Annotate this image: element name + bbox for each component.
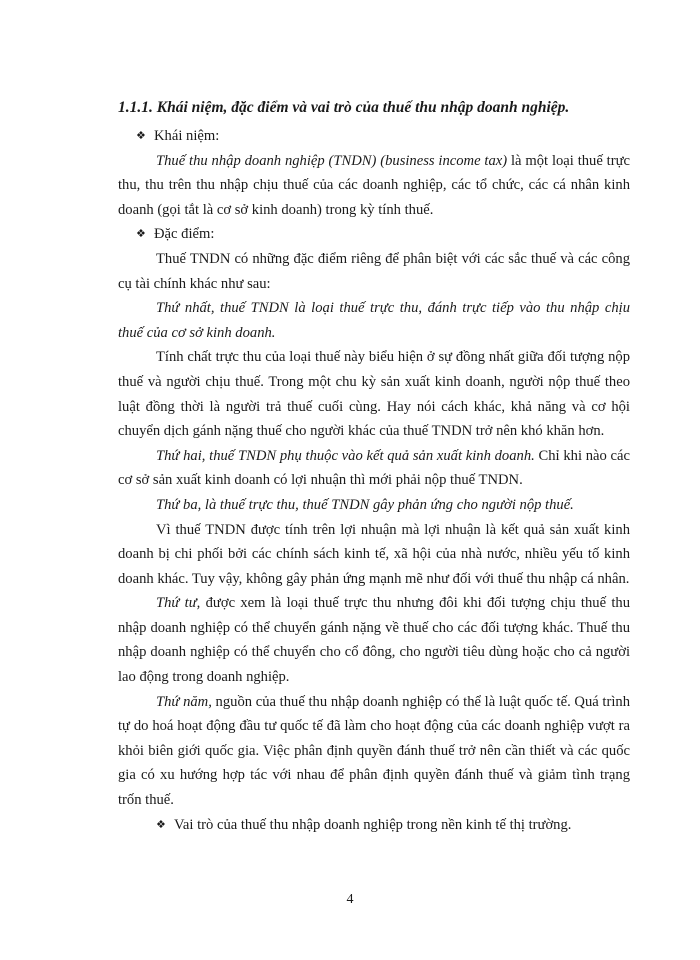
bullet-role bbox=[118, 813, 630, 838]
fourth-feature-text: được xem là loại thuế trực thu nhưng đôi khi đối tượng chịu thuế thu nhập doanh nghiệp có thể chuyển gánh nặng về thuế cho các đối tượng khác. Thuế thu nhập doanh nghiệp có thể chuyển cho cổ đông, cho người tiêu dùng hoặc cho cả người lao động trong doanh nghiệp. bbox=[118, 595, 631, 686]
bullet-role-label: Vai trò của thuế thu nhập doanh nghiệp trong nền kinh tế thị trường. bbox=[174, 816, 572, 833]
bullet-features bbox=[118, 222, 630, 247]
first-feature-body: Tính chất trực thu của loại thuế này biểu hiện ở sự đồng nhất giữa đối tượng nộp thuế và người chịu thuế. Trong một chu kỳ sản xuất kinh doanh, người nộp thuế theo luật đồng thời là người trả thuế cuối cùng. Hay nói cách khác, khả năng và cơ hội chuyển dịch gánh nặng thuế cho người khác của thuế TNDN trở nên khó khăn hơn. bbox=[118, 349, 630, 440]
bullet-features-label: Đặc điểm: bbox=[154, 226, 215, 243]
features-intro-paragraph: Thuế TNDN có những đặc điểm riêng để phân biệt với các sắc thuế và các công cụ tài chính khác như sau: bbox=[118, 250, 630, 292]
page-number: 4 bbox=[346, 892, 354, 907]
bullet-concept-label: Khái niệm: bbox=[154, 128, 220, 144]
definition-text: là một loại thuế trực thu, thu trên thu nhập chịu thuế của các doanh nghiệp, các tổ chức, các cá nhân kinh doanh (gọi tắt là cơ sở kinh doanh) trong kỳ tính thuế. bbox=[118, 152, 630, 218]
page-content bbox=[118, 96, 630, 837]
bullet-concept bbox=[118, 124, 630, 149]
fourth-feature-title: Thứ tư, bbox=[156, 595, 201, 612]
fourth-feature-paragraph bbox=[118, 591, 630, 689]
first-feature-title: Thứ nhất, thuế TNDN là loại thuế trực thu, đánh trực tiếp vào thu nhập chịu thuế của cơ sở kinh doanh. bbox=[118, 300, 630, 341]
second-feature-title: Thứ hai, thuế TNDN phụ thuộc vào kết quả sản xuất kinh doanh. bbox=[156, 447, 535, 464]
diamond-bullet-icon: ❖ bbox=[136, 227, 146, 241]
definition-term: Thuế thu nhập doanh nghiệp (TNDN) (business income tax) bbox=[156, 152, 508, 169]
fifth-feature-paragraph bbox=[118, 690, 630, 813]
diamond-bullet-icon: ❖ bbox=[136, 129, 146, 142]
fifth-feature-title: Thứ năm, bbox=[156, 693, 212, 710]
second-feature-paragraph bbox=[118, 444, 630, 493]
third-feature-title: Thứ ba, là thuế trực thu, thuế TNDN gây phản ứng cho người nộp thuế. bbox=[156, 496, 574, 513]
section-heading: 1.1.1. Khái niệm, đặc điểm và vai trò của thuế thu nhập doanh nghiệp. bbox=[118, 99, 570, 116]
definition-paragraph bbox=[118, 149, 630, 223]
third-feature-body: Vì thuế TNDN được tính trên lợi nhuận mà lợi nhuận là kết quả sản xuất kinh doanh bị chi phối bởi các chính sách kinh tế, xã hội của nhà nước, nhiều yếu tố kinh doanh khác. Tuy vậy, không gây phản ứng mạnh mẽ như đối với thuế thu nhập cá nhân. bbox=[118, 521, 630, 587]
fifth-feature-text: nguồn của thuế thu nhập doanh nghiệp có thể là luật quốc tế. Quá trình tự do hoá hoạt động đầu tư quốc tế đã làm cho hoạt động của các doanh nghiệp vượt ra khỏi biên giới quốc gia. Việc phân định quyền đánh thuế trở nên cần thiết và các quốc gia có xu hướng hợp tác với nhau để phân định quyền đánh thuế và giảm tình trạng trốn thuế. bbox=[118, 693, 630, 809]
second-feature-text: Chỉ khi nào các cơ sở sản xuất kinh doanh có lợi nhuận thì mới phải nộp thuế TNDN. bbox=[118, 447, 630, 489]
diamond-bullet-icon: ❖ bbox=[156, 817, 166, 831]
